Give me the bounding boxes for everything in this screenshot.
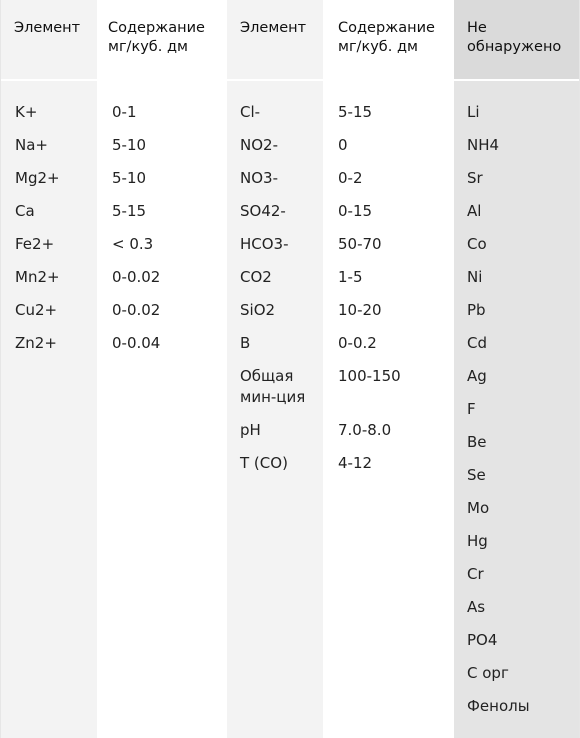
anion-content: 100-150 [338, 367, 401, 385]
anion-element: SiO2 [240, 301, 276, 319]
not-found-item: С орг [467, 664, 509, 682]
not-found-item: As [467, 598, 486, 616]
anion-element: NO3- [240, 169, 278, 187]
anion-element: Общая мин-ция [240, 367, 306, 406]
cation-content: 5-15 [112, 202, 147, 220]
column-body [227, 81, 323, 486]
not-found-item: PO4 [467, 631, 498, 649]
cation-content: 0-0.02 [112, 268, 161, 286]
column-body [97, 81, 227, 366]
header-element-2: Элемент [227, 0, 323, 81]
cation-element: Ca [15, 202, 35, 220]
column-body [454, 81, 579, 729]
anion-content: 50-70 [338, 235, 382, 253]
not-found-item: Se [467, 466, 486, 484]
not-found-item: Mo [467, 499, 490, 517]
column-body [323, 81, 454, 486]
anion-element: HCO3- [240, 235, 289, 253]
anion-element: T (CO) [240, 454, 288, 472]
anion-element: SO42- [240, 202, 286, 220]
header-element-1: Элемент [1, 0, 97, 81]
cation-element: Fe2+ [15, 235, 55, 253]
cation-content: 0-0.04 [112, 334, 161, 352]
column-not-found [454, 0, 579, 738]
anion-content: 5-15 [338, 103, 373, 121]
anion-content: 0-2 [338, 169, 363, 187]
not-found-item: Cd [467, 334, 487, 352]
not-found-item: Co [467, 235, 487, 253]
anion-content: 10-20 [338, 301, 382, 319]
not-found-item: Li [467, 103, 480, 121]
cation-element: Zn2+ [15, 334, 57, 352]
anion-element: B [240, 334, 251, 352]
anion-content: 0-0.2 [338, 334, 377, 352]
not-found-item: Sr [467, 169, 483, 187]
cation-element: Cu2+ [15, 301, 58, 319]
cation-element: Mg2+ [15, 169, 60, 187]
anion-element: CO2 [240, 268, 272, 286]
not-found-item: Hg [467, 532, 488, 550]
cation-content: < 0.3 [112, 235, 154, 253]
column-content-1 [97, 0, 227, 738]
column-element-1 [1, 0, 97, 738]
not-found-item: Al [467, 202, 482, 220]
not-found-item: NH4 [467, 136, 500, 154]
anion-content: 0-15 [338, 202, 373, 220]
not-found-item: Be [467, 433, 487, 451]
cation-content: 5-10 [112, 169, 147, 187]
cation-content: 0-0.02 [112, 301, 161, 319]
column-body [1, 81, 97, 366]
cation-element: Na+ [15, 136, 48, 154]
anion-element: Cl- [240, 103, 261, 121]
anion-element: NO2- [240, 136, 278, 154]
header-content-1: Содержание мг/куб. дм [97, 0, 227, 81]
not-found-item: F [467, 400, 476, 418]
not-found-item: Cr [467, 565, 484, 583]
anion-content: 0 [338, 136, 348, 154]
header-content-2: Содержание мг/куб. дм [323, 0, 454, 81]
anion-content: 1-5 [338, 268, 363, 286]
cation-element: Mn2+ [15, 268, 60, 286]
cation-content: 5-10 [112, 136, 147, 154]
anion-element: pH [240, 421, 261, 439]
anion-content: 7.0-8.0 [338, 421, 392, 439]
not-found-item: Ag [467, 367, 487, 385]
column-element-2 [227, 0, 323, 738]
not-found-item: Фенолы [467, 697, 530, 715]
cation-content: 0-1 [112, 103, 137, 121]
anion-content: 4-12 [338, 454, 373, 472]
header-not-found: Не обнаружено [454, 0, 579, 81]
cation-element: K+ [15, 103, 38, 121]
not-found-item: Pb [467, 301, 486, 319]
column-content-2 [323, 0, 454, 738]
not-found-item: Ni [467, 268, 483, 286]
